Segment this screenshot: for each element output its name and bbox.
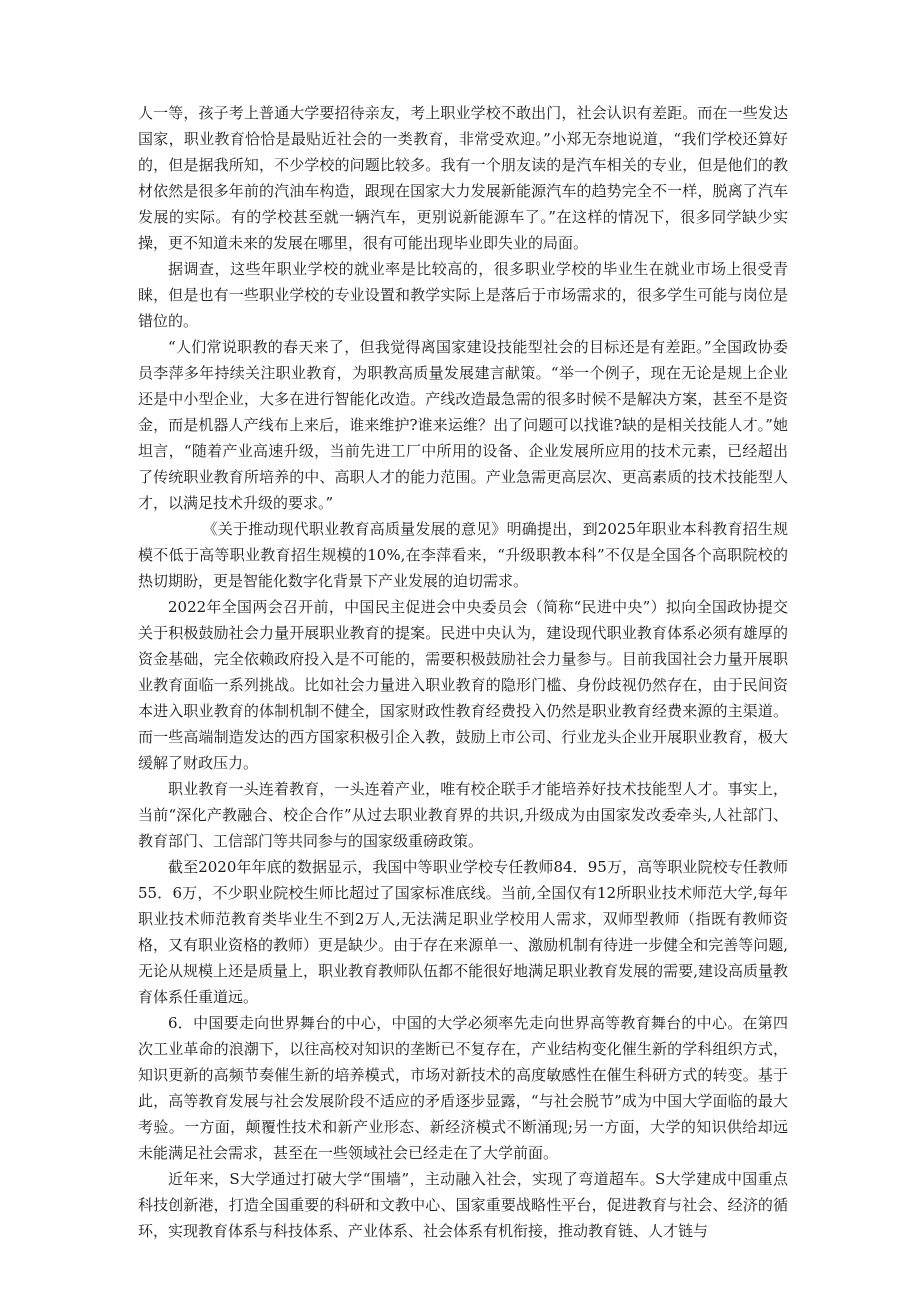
document-page	[138, 100, 788, 1244]
paragraph: 近年来，S大学通过打破大学“围墙”，主动融入社会，实现了弯道超车。S大学建成中国重点科技创新港，打造全国重要的科研和文教中心、国家重要战略性平台，促进教育与社会、经济的循环，实现教育体系与科技体系、产业体系、社会体系有机衔接，推动教育链、人才链与	[138, 1170, 788, 1240]
paragraph: 据调查，这些年职业学校的就业率是比较高的，很多职业学校的毕业生在就业市场上很受青睐，但是也有一些职业学校的专业设置和教学实际上是落后于市场需求的，很多学生可能与岗位是错位的。	[138, 260, 788, 330]
paragraph: “人们常说职教的春天来了，但我觉得离国家建设技能型社会的目标还是有差距。”全国政协委员李萍多年持续关注职业教育，为职教高质量发展建言献策。“举一个例子，现在无论是规上企业还是中小型企业，大多在进行智能化改造。产线改造最急需的很多时候不是解决方案，甚至不是资金，而是机器人产线布上来后，谁来维护?谁来运维？出了问题可以找谁?缺的是相关技能人才。”她坦言，“随着产业高速升级，当前先进工厂中所用的设备、企业发展所应用的技术元素，已经超出了传统职业教育所培养的中、高职人才的能力范围。产业急需更高层次、更高素质的技术技能型人才，以满足技术升级的要求。”	[138, 338, 788, 512]
paragraph: 《关于推动现代职业教育高质量发展的意见》明确提出，到2025年职业本科教育招生规模不低于高等职业教育招生规模的10%,在李萍看来，“升级职教本科”不仅是全国各个高职院校的热切期盼，更是智能化数字化背景下产业发展的迫切需求。	[138, 520, 788, 590]
paragraph: 截至2020年年底的数据显示，我国中等职业学校专任教师84．95万，高等职业院校专任教师55．6万，不少职业院校生师比超过了国家标准底线。当前,全国仅有12所职业技术师范大学,每年职业技术师范教育类毕业生不到2万人,无法满足职业学校用人需求，双师型教师（指既有教师资格，又有职业资格的教师）更是缺少。由于存在来源单一、激励机制有待进一步健全和完善等问题,无论从规模上还是质量上，职业教育教师队伍都不能很好地满足职业教育发展的需要,建设高质量教育体系任重道远。	[138, 858, 788, 1006]
paragraph: 6．中国要走向世界舞台的中心，中国的大学必须率先走向世界高等教育舞台的中心。在第四次工业革命的浪潮下，以往高校对知识的垄断已不复存在，产业结构变化催生新的学科组织方式，知识更新的高频节奏催生新的培养模式，市场对新技术的高度敏感性在催生科研方式的转变。基于此，高等教育发展与社会发展阶段不适应的矛盾逐步显露，“与社会脱节”成为中国大学面临的最大考验。一方面，颠覆性技术和新产业形态、新经济模式不断涌现;另一方面，大学的知识供给却远未能满足社会需求，甚至在一些领域社会已经走在了大学前面。	[138, 1014, 788, 1162]
paragraph: 2022年全国两会召开前，中国民主促进会中央委员会（简称“民进中央”）拟向全国政协提交关于积极鼓励社会力量开展职业教育的提案。民进中央认为，建设现代职业教育体系必须有雄厚的资金基础，完全依赖政府投入是不可能的，需要积极鼓励社会力量参与。目前我国社会力量开展职业教育面临一系列挑战。比如社会力量进入职业教育的隐形门槛、身份歧视仍然存在，由于民间资本进入职业教育的体制机制不健全，国家财政性教育经费投入仍然是职业教育经费来源的主渠道。而一些高端制造发达的西方国家积极引企入教，鼓励上市公司、行业龙头企业开展职业教育，极大缓解了财政压力。	[138, 598, 788, 772]
paragraph: 职业教育一头连着教育，一头连着产业，唯有校企联手才能培养好技术技能型人才。事实上，当前“深化产教融合、校企合作”从过去职业教育界的共识,升级成为由国家发改委牵头,人社部门、教育部门、工信部门等共同参与的国家级重磅政策。	[138, 780, 788, 850]
paragraph: 人一等，孩子考上普通大学要招待亲友，考上职业学校不敢出门，社会认识有差距。而在一些发达国家，职业教育恰恰是最贴近社会的一类教育，非常受欢迎。”小郑无奈地说道，“我们学校还算好的，但是据我所知，不少学校的问题比较多。我有一个朋友读的是汽车相关的专业，但是他们的教材依然是很多年前的汽油车构造，跟现在国家大力发展新能源汽车的趋势完全不一样，脱离了汽车发展的实际。有的学校甚至就一辆汽车，更别说新能源车了。”在这样的情况下，很多同学缺少实操，更不知道未来的发展在哪里，很有可能出现毕业即失业的局面。	[138, 104, 788, 252]
